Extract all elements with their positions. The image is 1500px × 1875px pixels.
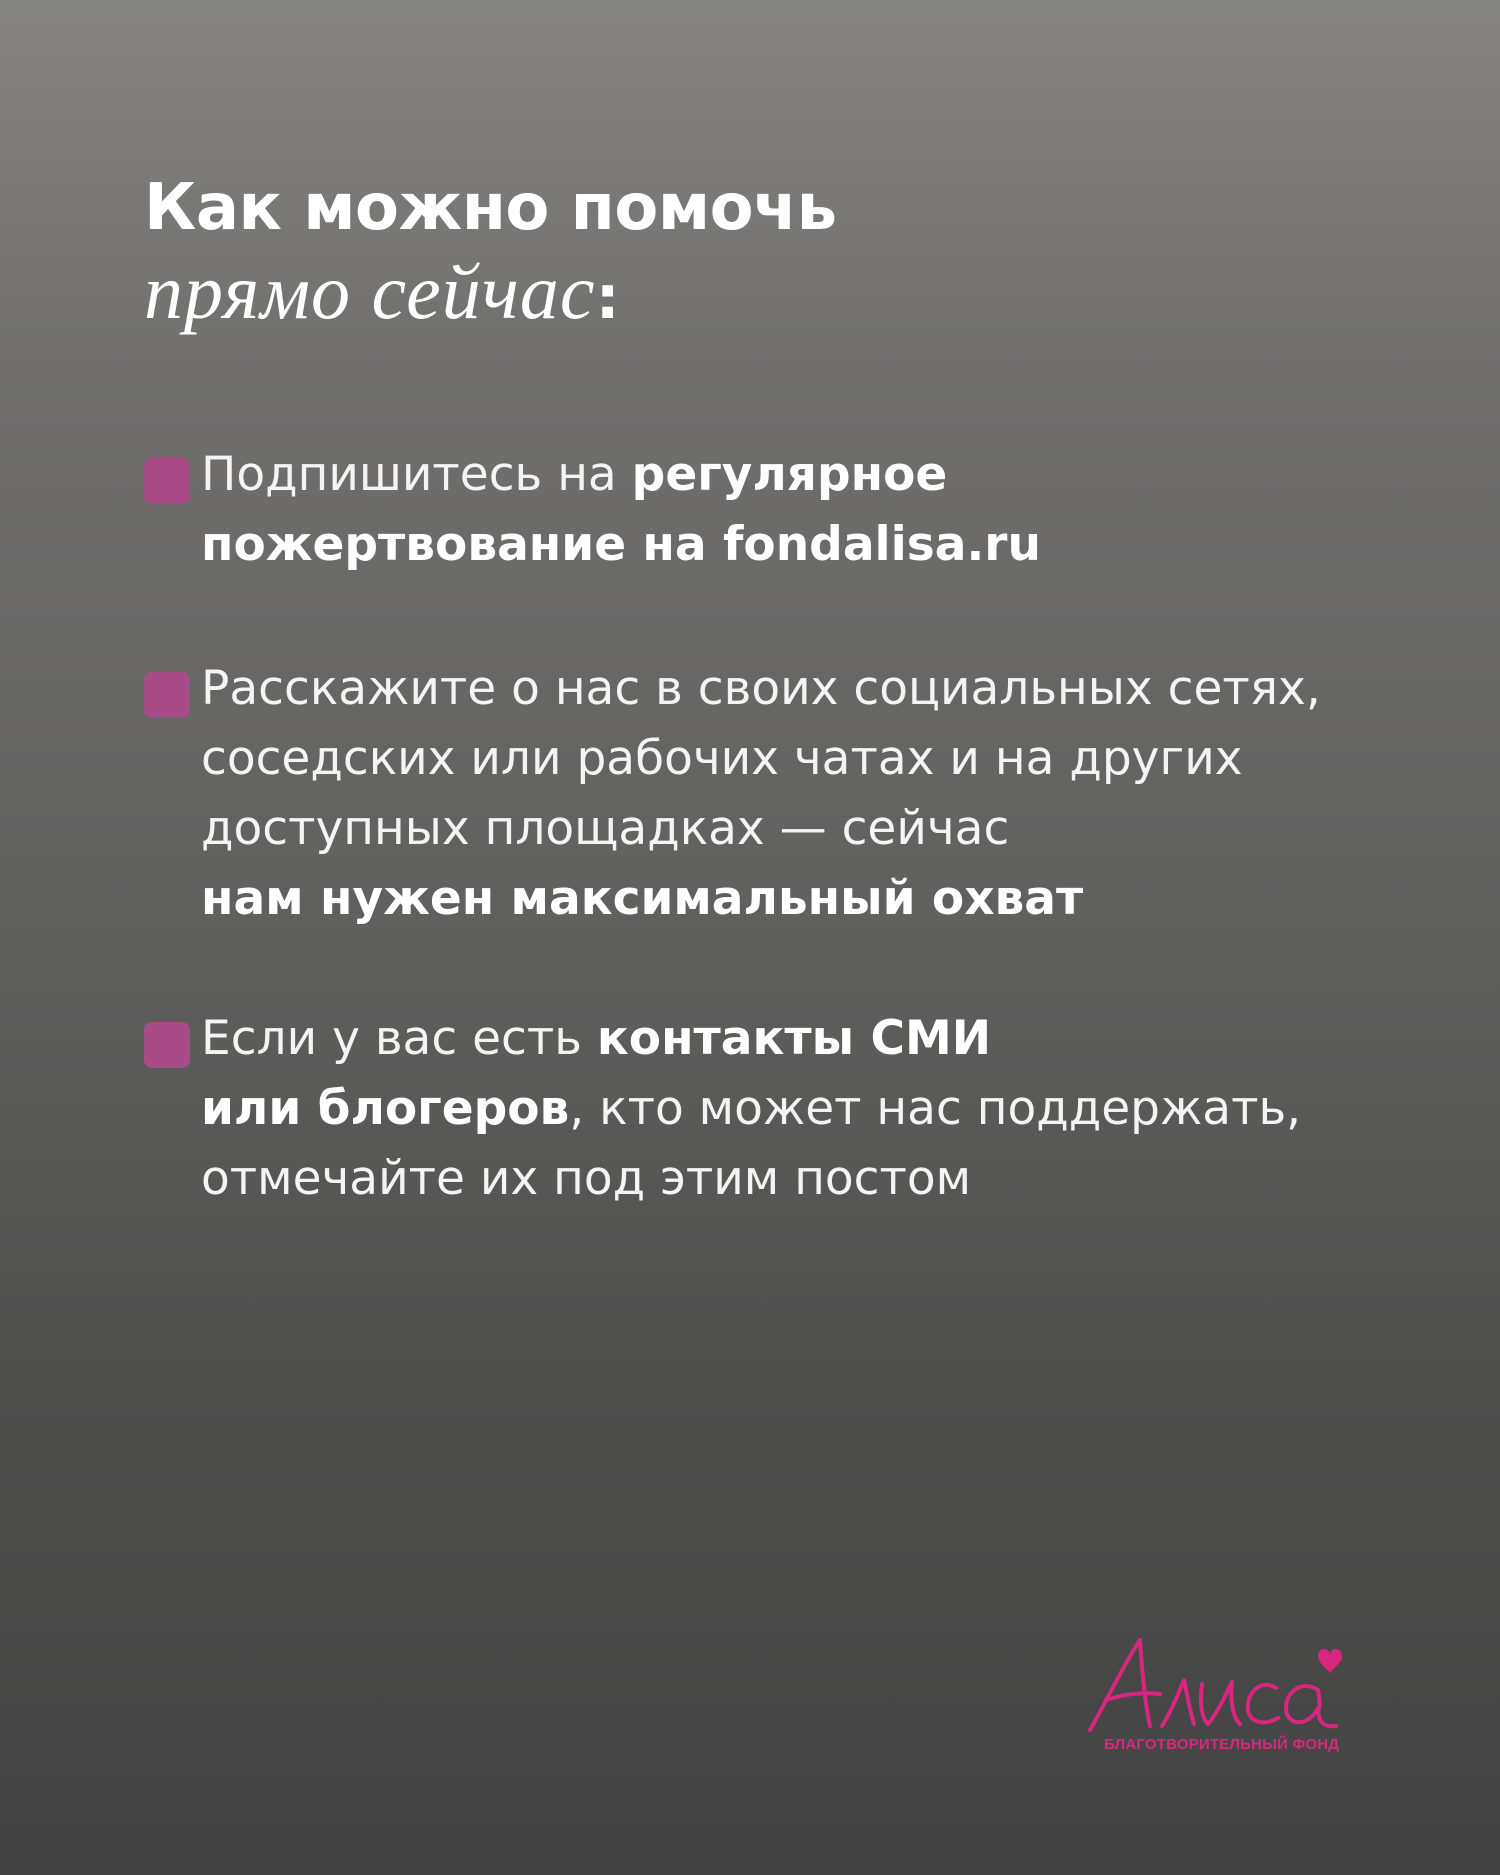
headline — [144, 168, 1364, 340]
emphasis-text: или блогеров — [201, 1081, 570, 1136]
list-item-text — [201, 440, 1381, 580]
emphasis-text: пожертвование на fondalisa.ru — [201, 517, 1041, 572]
list-item-text — [201, 654, 1381, 934]
list-item-line — [201, 864, 1381, 934]
body-text: доступных площадках — сейчас — [201, 801, 1010, 856]
emphasis-text: нам нужен максимальный охват — [201, 871, 1084, 926]
list-item-line — [201, 440, 1381, 510]
list-item-line — [201, 510, 1381, 580]
emphasis-text: регулярное — [631, 447, 948, 502]
headline-title: Как можно помочь — [144, 171, 837, 245]
foundation-logo — [1080, 1628, 1400, 1768]
alisa-wordmark-logo — [1080, 1628, 1400, 1738]
list-item-line — [201, 1074, 1381, 1144]
emphasis-text: контакты СМИ — [596, 1011, 992, 1066]
list-item-line — [201, 1144, 1381, 1214]
bullet-square-icon — [144, 1022, 190, 1068]
body-text: Подпишитесь на — [201, 447, 632, 502]
logo-subtitle: БЛАГОТВОРИТЕЛЬНЫЙ ФОНД — [1104, 1736, 1340, 1753]
list-item-line — [201, 654, 1381, 724]
body-text: отмечайте их под этим постом — [201, 1151, 972, 1206]
heart-icon — [1318, 1649, 1342, 1674]
headline-subtitle-text: прямо сейчас — [144, 248, 596, 335]
bullet-square-icon — [144, 458, 190, 504]
list-item-line — [201, 724, 1381, 794]
list-item-line — [201, 1004, 1381, 1074]
list-item-line — [201, 794, 1381, 864]
body-text: Если у вас есть — [201, 1011, 597, 1066]
headline-subtitle — [144, 250, 1364, 340]
body-text: , кто может нас поддержать, — [569, 1081, 1302, 1136]
headline-colon: : — [595, 263, 621, 333]
body-text: соседских или рабочих чатах и на других — [201, 731, 1243, 786]
bullet-square-icon — [144, 672, 190, 718]
list-item-text — [201, 1004, 1381, 1214]
body-text: Расскажите о нас в своих социальных сетях, — [201, 661, 1321, 716]
